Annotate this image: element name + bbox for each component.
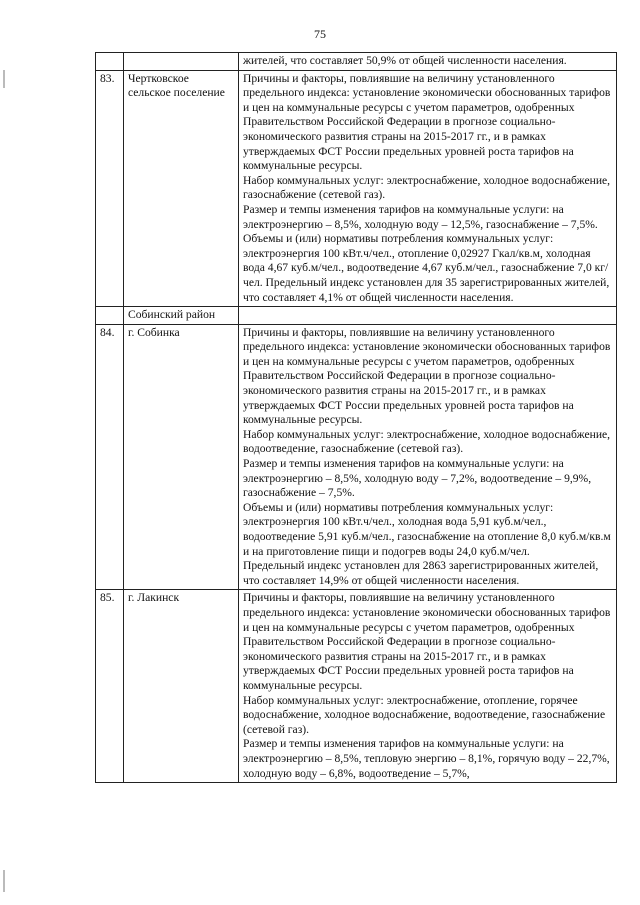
municipality-cell: г. Собинка <box>124 324 239 590</box>
row-number-cell: 85. <box>96 590 124 783</box>
municipality-cell: г. Лакинск <box>124 590 239 783</box>
description-paragraph: Причины и факторы, повлиявшие на величину установленного предельного индекса: установление экономически обоснованных тарифов и цен на коммунальные ресурсы с учетом параметров, одобренных Правительством Российской Федерации в прогнозе социально-экономического развития страны на 2015-2017 гг., и в рамках утверждаемых ФСТ России предельных уровней роста тарифов на коммунальные ресурсы. <box>243 591 611 692</box>
municipality-cell: Собинский район <box>124 307 239 325</box>
description-paragraph: Размер и темпы изменения тарифов на коммунальные услуги: на электроэнергию – 8,5%, тепловую энергию – 8,1%, горячую воду – 22,7%, холодную воду – 6,8%, водоотведение – 5,7%, <box>243 737 610 780</box>
description-cell <box>239 307 617 325</box>
table-row <box>96 324 617 590</box>
municipality-cell <box>124 53 239 71</box>
description-paragraph: Объемы и (или) нормативы потребления коммунальных услуг: электроэнергия 100 кВт.ч/чел., отопление 0,02927 Гкал/кв.м, холодная вода 4,67 куб.м/чел., водоотведение 4,67 куб.м/чел., газоснабжение 7,0 кг/чел. Предельный индекс установлен для 35 зарегистрированных жителей, что составляет 4,1% от общей численности населения. <box>243 232 610 304</box>
scan-edge-mark <box>3 70 5 88</box>
description-paragraph: Набор коммунальных услуг: электроснабжение, холодное водоснабжение, водоотведение, газоснабжение (сетевой газ). <box>243 427 611 456</box>
description-paragraph: Размер и темпы изменения тарифов на коммунальные услуги: на электроэнергию – 8,5%, холодную воду – 12,5%, газоснабжение – 7,5%. <box>243 202 598 231</box>
row-number-cell <box>96 307 124 325</box>
description-paragraph: Набор коммунальных услуг: электроснабжение, отопление, горячее водоснабжение, холодное водоснабжение, водоотведение, газоснабжение (сетевой газ). <box>243 693 606 736</box>
description-paragraph: жителей, что составляет 50,9% от общей численности населения. <box>243 54 567 67</box>
description-paragraph: Предельный индекс установлен для 2863 зарегистрированных жителей, что составляет 14,9% от общей численности населения. <box>243 559 599 587</box>
description-paragraph: Причины и факторы, повлиявшие на величину установленного предельного индекса: установление экономически обоснованных тарифов и цен на коммунальные ресурсы с учетом параметров, одобренных Правительством Российской Федерации в прогнозе социально-экономического развития страны на 2015-2017 гг., и в рамках утверждаемых ФСТ России предельных уровней роста тарифов на коммунальные ресурсы. <box>243 71 611 173</box>
municipality-cell: Чертковское сельское поселение <box>124 70 239 307</box>
description-paragraph: Размер и темпы изменения тарифов на коммунальные услуги: на электроэнергию – 8,5%, холодную воду – 7,2%, водоотведение – 9,9%, газоснабжение – 7,5%. <box>243 457 592 500</box>
description-paragraph: Причины и факторы, повлиявшие на величину установленного предельного индекса: установление экономически обоснованных тарифов и цен на коммунальные ресурсы с учетом параметров, одобренных Правительством Российской Федерации в прогнозе социально-экономического развития страны на 2015-2017 гг., и в рамках утверждаемых ФСТ России предельных уровней роста тарифов на коммунальные ресурсы. <box>243 325 611 427</box>
description-paragraph: Объемы и (или) нормативы потребления коммунальных услуг: электроэнергия 100 кВт.ч/чел., холодная вода 5,91 куб.м/чел., водоотведение 5,91 куб.м/чел., газоснабжение на отопление 8,0 куб.м/кв.м и на приготовление пищи и подогрев воды 24,0 куб.м/чел. <box>243 500 611 558</box>
row-number-cell: 83. <box>96 70 124 307</box>
table-row <box>96 53 617 71</box>
row-number-cell: 84. <box>96 324 124 590</box>
table-row <box>96 590 617 783</box>
description-paragraph: Набор коммунальных услуг: электроснабжение, холодное водоснабжение, газоснабжение (сетевой газ). <box>243 173 611 202</box>
row-number-cell <box>96 53 124 71</box>
scan-edge-mark <box>3 870 5 892</box>
page-number: 75 <box>314 27 326 41</box>
table-row <box>96 307 617 325</box>
tariff-table <box>95 52 617 783</box>
description-cell <box>239 53 617 71</box>
table-row <box>96 70 617 307</box>
description-cell <box>239 324 617 590</box>
description-cell <box>239 590 617 783</box>
description-cell <box>239 70 617 307</box>
